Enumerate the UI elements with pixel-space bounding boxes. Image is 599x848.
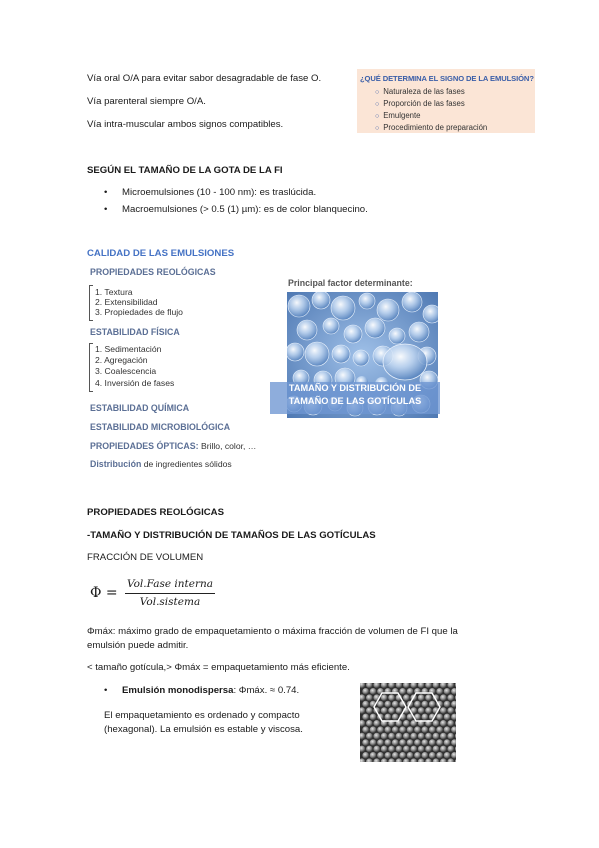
droplet (418, 733, 425, 740)
phys-item: 1. Sedimentación (95, 344, 162, 354)
droplet (399, 739, 406, 746)
droplet (399, 688, 406, 695)
droplet (377, 752, 384, 759)
hexagonal-packing-image (360, 683, 456, 762)
droplet (377, 701, 384, 708)
droplet (444, 688, 451, 695)
intro-line-intramuscular: Vía intra-muscular ambos signos compatibles. (87, 119, 284, 130)
emulsion-sign-list (375, 86, 487, 134)
emulsion-sign-item: ○ Procedimiento de preparación (375, 123, 488, 132)
micro-title: ESTABILIDAD MICROBIOLÓGICA (90, 422, 231, 432)
droplet (396, 707, 403, 714)
formula-denominator: Vol.sistema (139, 596, 201, 608)
droplet (385, 739, 392, 746)
droplet (366, 733, 373, 740)
factor-label: Principal factor determinante: (288, 278, 413, 288)
formula-numerator: Vol.Fase interna (126, 578, 213, 590)
phys-item: 2. Agregación (95, 355, 148, 365)
size-item-macro: • Macroemulsiones (> 0.5 (1) µm): es de color blanquecino. (104, 204, 368, 215)
droplet (418, 707, 425, 714)
emulsion-sign-item: ○ Proporción de las fases (375, 99, 465, 108)
droplet (399, 726, 406, 733)
droplet (447, 733, 454, 740)
droplet (385, 726, 392, 733)
droplet (362, 701, 369, 708)
droplet (422, 701, 429, 708)
droplet (433, 720, 440, 727)
droplet (436, 739, 443, 746)
emulsion-sign-title: ¿QUÉ DETERMINA EL SIGNO DE LA EMULSIÓN? (360, 74, 534, 83)
droplet (414, 701, 421, 708)
rheology-subheading: -TAMAÑO Y DISTRIBUCIÓN DE TAMAÑOS DE LAS GOTÍCULAS (87, 530, 376, 541)
emulsion-sign-box (357, 69, 535, 133)
monodisperse-desc-line1: El empaquetamiento es ordenado y compacto (104, 710, 300, 721)
droplet (362, 739, 369, 746)
size-item-micro: • Microemulsiones (10 - 100 nm): es traslúcida. (104, 187, 317, 198)
droplet (407, 739, 414, 746)
droplet (392, 701, 399, 708)
droplet (414, 726, 421, 733)
droplet (373, 733, 380, 740)
droplet (392, 752, 399, 759)
droplet (410, 733, 417, 740)
droplet (436, 752, 443, 759)
droplet (366, 720, 373, 727)
droplet (425, 746, 432, 753)
rheo-item: 2. Extensibilidad (95, 297, 158, 307)
droplet (377, 739, 384, 746)
phys-item: 3. Coalescencia (95, 366, 157, 376)
phys-item: 4. Inversión de fases (95, 378, 175, 388)
droplet (407, 752, 414, 759)
droplet (444, 701, 451, 708)
droplet (381, 746, 388, 753)
droplet (403, 733, 410, 740)
droplet (447, 746, 454, 753)
droplet (444, 752, 451, 759)
droplet (444, 726, 451, 733)
droplet (385, 701, 392, 708)
droplet (422, 726, 429, 733)
monodisperse-item: • Emulsión monodispersa: Φmáx. ≈ 0.74. (104, 685, 300, 696)
droplet (403, 720, 410, 727)
droplet (403, 694, 410, 701)
droplet (407, 688, 414, 695)
droplet (366, 707, 373, 714)
intro-line-parenteral: Vía parenteral siempre O/A. (87, 96, 206, 107)
droplet (377, 688, 384, 695)
droplet (403, 746, 410, 753)
droplet (447, 707, 454, 714)
droplet (388, 707, 395, 714)
droplet (370, 714, 377, 721)
formula-phi: Φ = (90, 585, 118, 601)
droplet (388, 746, 395, 753)
droplet (385, 688, 392, 695)
circle-bullet-icon: ○ (375, 125, 380, 132)
droplet (425, 694, 432, 701)
emulsion-sign-item: ○ Emulgente (375, 111, 421, 120)
intro-line-oral: Vía oral O/A para evitar sabor desagradable de fase O. (87, 73, 322, 84)
size-section-heading: SEGÚN EL TAMAÑO DE LA GOTA DE LA FI (87, 165, 283, 176)
optical-line: PROPIEDADES ÓPTICAS: Brillo, color, … (90, 441, 257, 451)
monodisperse-desc-line2: (hexagonal). La emulsión es estable y viscosa. (104, 724, 303, 735)
droplet (381, 694, 388, 701)
droplet (410, 746, 417, 753)
size-relation: < tamaño gotícula,> Φmáx = empaquetamiento más eficiente. (87, 662, 350, 673)
bullet-icon: • (104, 204, 108, 215)
droplet (377, 726, 384, 733)
formula-fraction-bar (125, 593, 215, 594)
droplet (436, 714, 443, 721)
bracket (89, 343, 93, 392)
droplet (370, 752, 377, 759)
droplet (362, 714, 369, 721)
distrib-line: Distribución de ingredientes sólidos (90, 459, 232, 469)
droplet (422, 752, 429, 759)
droplets-caption: TAMAÑO Y DISTRIBUCIÓN DE TAMAÑO DE LAS GOTÍCULAS (270, 382, 440, 414)
rheo-item: 3. Propiedades de flujo (95, 307, 183, 317)
bullet-icon: • (104, 685, 108, 696)
droplet (407, 726, 414, 733)
droplet (436, 688, 443, 695)
rheo-item: 1. Textura (95, 287, 133, 297)
droplet (392, 726, 399, 733)
rheo-title: PROPIEDADES REOLÓGICAS (90, 267, 216, 277)
droplet (414, 752, 421, 759)
droplet (418, 746, 425, 753)
fraction-label: FRACCIÓN DE VOLUMEN (87, 552, 204, 563)
droplet (418, 694, 425, 701)
droplet (385, 752, 392, 759)
droplet (440, 746, 447, 753)
droplet (440, 707, 447, 714)
droplet (422, 739, 429, 746)
droplet (366, 746, 373, 753)
droplet (447, 720, 454, 727)
circle-bullet-icon: ○ (375, 101, 380, 108)
droplet (366, 694, 373, 701)
droplet (362, 726, 369, 733)
quality-heading: CALIDAD DE LAS EMULSIONES (87, 248, 235, 259)
chem-title: ESTABILIDAD QUÍMICA (90, 403, 190, 413)
droplet (370, 726, 377, 733)
droplet (433, 746, 440, 753)
droplet (440, 733, 447, 740)
droplet (362, 752, 369, 759)
droplet (433, 733, 440, 740)
droplet (381, 707, 388, 714)
droplet (362, 688, 369, 695)
droplet (444, 714, 451, 721)
rheology-heading: PROPIEDADES REOLÓGICAS (87, 507, 224, 518)
droplet (388, 694, 395, 701)
droplet (422, 714, 429, 721)
droplet (429, 739, 436, 746)
droplet (422, 688, 429, 695)
droplet (429, 726, 436, 733)
circle-bullet-icon: ○ (375, 89, 380, 96)
circle-bullet-icon: ○ (375, 113, 380, 120)
phys-title: ESTABILIDAD FÍSICA (90, 327, 180, 337)
bracket (89, 285, 93, 321)
droplet (440, 694, 447, 701)
droplet (373, 746, 380, 753)
droplet (392, 714, 399, 721)
droplet (396, 746, 403, 753)
phimax-definition-line2: emulsión puede admitir. (87, 640, 189, 651)
droplet (370, 739, 377, 746)
droplet (414, 739, 421, 746)
droplet (385, 714, 392, 721)
droplet (444, 739, 451, 746)
emulsion-sign-item: ○ Naturaleza de las fases (375, 87, 465, 96)
droplet (440, 720, 447, 727)
droplet (429, 701, 436, 708)
droplet (392, 739, 399, 746)
bullet-icon: • (104, 187, 108, 198)
droplet (399, 752, 406, 759)
droplet (436, 726, 443, 733)
droplet (429, 752, 436, 759)
droplet (425, 733, 432, 740)
droplet (388, 733, 395, 740)
droplet (447, 694, 454, 701)
droplet (425, 707, 432, 714)
droplet (396, 733, 403, 740)
droplet (373, 720, 380, 727)
droplet (381, 733, 388, 740)
droplet (370, 688, 377, 695)
phimax-definition-line1: Φmáx: máximo grado de empaquetamiento o máxima fracción de volumen de FI que la (87, 626, 458, 637)
